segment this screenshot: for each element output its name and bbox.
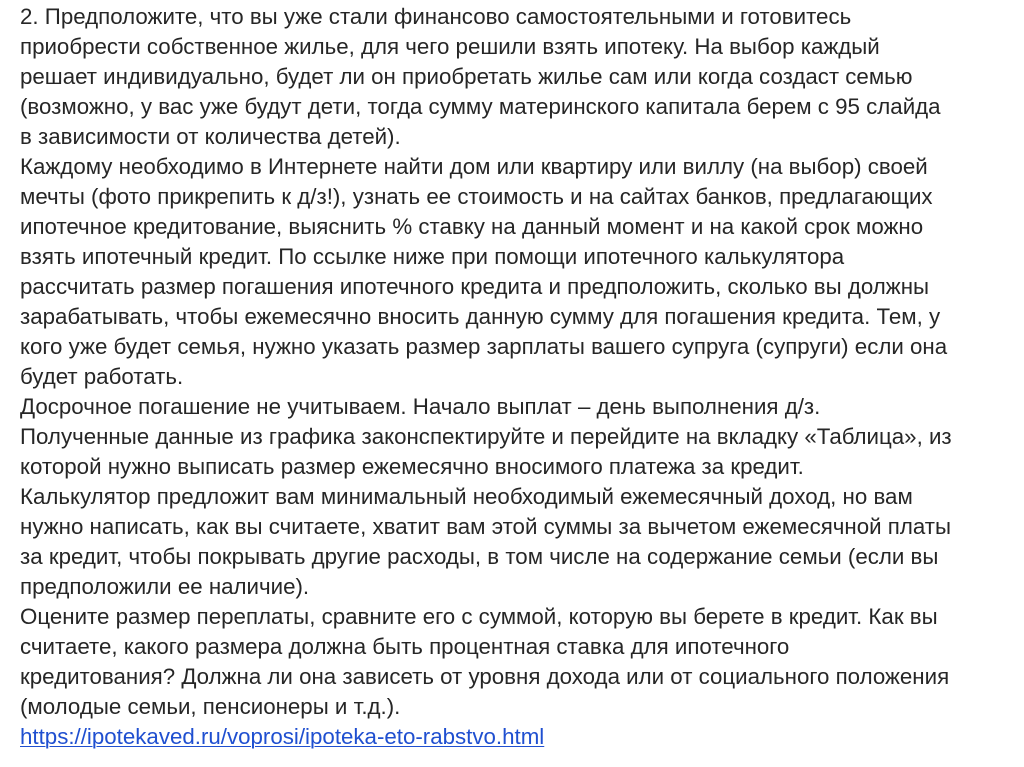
text-line: (возможно, у вас уже будут дети, тогда сумму материнского капитала берем с 95 слайда bbox=[20, 94, 941, 119]
mortgage-calculator-link[interactable]: https://ipotekaved.ru/voprosi/ipoteka-eto-rabstvo.html bbox=[20, 724, 545, 749]
text-line: Досрочное погашение не учитываем. Начало выплат – день выполнения д/з. bbox=[20, 394, 821, 419]
text-line: 2. Предположите, что вы уже стали финансово самостоятельными и готовитесь bbox=[20, 4, 852, 29]
text-line: взять ипотечный кредит. По ссылке ниже при помощи ипотечного калькулятора bbox=[20, 244, 845, 269]
text-line: решает индивидуально, будет ли он приобретать жилье сам или когда создаст семью bbox=[20, 64, 913, 89]
text-line: Полученные данные из графика законспектируйте и перейдите на вкладку «Таблица», из bbox=[20, 424, 952, 449]
text-line: считаете, какого размера должна быть процентная ставка для ипотечного bbox=[20, 634, 790, 659]
text-line: Оцените размер переплаты, сравните его с суммой, которую вы берете в кредит. Как вы bbox=[20, 604, 938, 629]
text-line: (молодые семьи, пенсионеры и т.д.). bbox=[20, 694, 401, 719]
text-line: Калькулятор предложит вам минимальный необходимый ежемесячный доход, но вам bbox=[20, 484, 913, 509]
text-line: ипотечное кредитование, выяснить % ставку на данный момент и на какой срок можно bbox=[20, 214, 924, 239]
text-line: нужно написать, как вы считаете, хватит вам этой суммы за вычетом ежемесячной платы bbox=[20, 514, 952, 539]
text-line: мечты (фото прикрепить к д/з!), узнать ее стоимость и на сайтах банков, предлагающих bbox=[20, 184, 933, 209]
text-line: в зависимости от количества детей). bbox=[20, 124, 401, 149]
text-line: кредитования? Должна ли она зависеть от уровня дохода или от социального положения bbox=[20, 664, 950, 689]
text-line: будет работать. bbox=[20, 364, 184, 389]
text-line: предположили ее наличие). bbox=[20, 574, 310, 599]
text-line: зарабатывать, чтобы ежемесячно вносить данную сумму для погашения кредита. Тем, у bbox=[20, 304, 941, 329]
text-line: Каждому необходимо в Интернете найти дом или квартиру или виллу (на выбор) своей bbox=[20, 154, 928, 179]
text-line: рассчитать размер погашения ипотечного кредита и предположить, сколько вы должны bbox=[20, 274, 930, 299]
text-line: за кредит, чтобы покрывать другие расходы, в том числе на содержание семьи (если вы bbox=[20, 544, 939, 569]
text-line: кого уже будет семья, нужно указать размер зарплаты вашего супруга (супруги) если она bbox=[20, 334, 948, 359]
assignment-text bbox=[20, 2, 1020, 752]
text-line: которой нужно выписать размер ежемесячно вносимого платежа за кредит. bbox=[20, 454, 804, 479]
text-line: приобрести собственное жилье, для чего решили взять ипотеку. На выбор каждый bbox=[20, 34, 880, 59]
